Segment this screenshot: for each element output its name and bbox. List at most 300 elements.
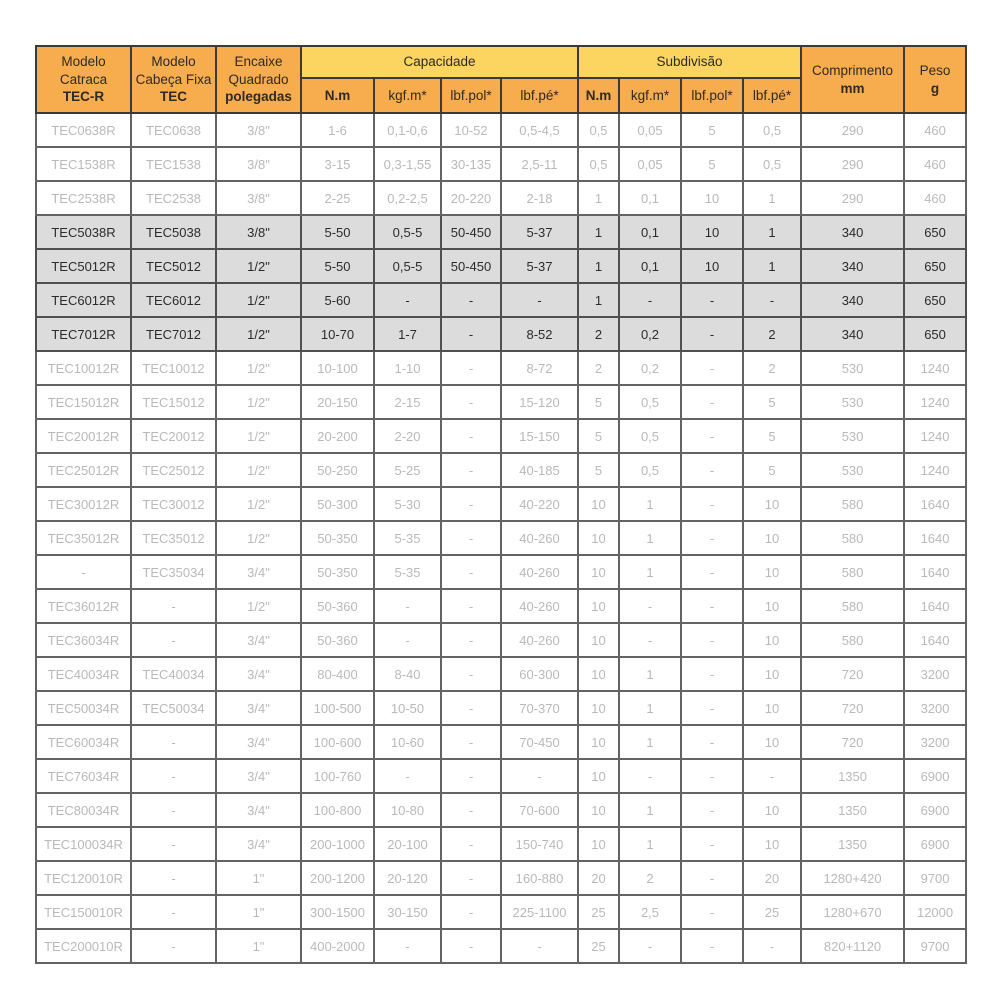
cell-comprimento: 290 — [801, 181, 904, 215]
cell-comprimento: 340 — [801, 215, 904, 249]
cell-capacidade-nm: 100-600 — [301, 725, 374, 759]
header-sub-kgfm: kgf.m* — [619, 78, 681, 113]
cell-capacidade-kgfm: 5-30 — [374, 487, 441, 521]
cell-capacidade-lbfpol: - — [441, 487, 501, 521]
cell-subdivisao-lbfpol: - — [681, 555, 743, 589]
cell-encaixe: 3/8" — [216, 181, 301, 215]
cell-capacidade-lbfpe: 70-450 — [501, 725, 578, 759]
cell-encaixe: 3/4" — [216, 725, 301, 759]
cell-subdivisao-lbfpol: 10 — [681, 181, 743, 215]
cell-capacidade-kgfm: 0,2-2,5 — [374, 181, 441, 215]
cell-subdivisao-nm: 10 — [578, 759, 619, 793]
table-row — [36, 453, 966, 487]
cell-subdivisao-lbfpe: 2 — [743, 317, 801, 351]
cell-capacidade-nm: 1-6 — [301, 113, 374, 147]
cell-subdivisao-kgfm: 2 — [619, 861, 681, 895]
cell-capacidade-nm: 200-1200 — [301, 861, 374, 895]
cell-modelo-catraca: TEC40034R — [36, 657, 131, 691]
cell-capacidade-lbfpol: - — [441, 453, 501, 487]
cell-capacidade-nm: 50-350 — [301, 521, 374, 555]
cell-capacidade-lbfpe: 8-72 — [501, 351, 578, 385]
cell-encaixe: 3/4" — [216, 691, 301, 725]
cell-encaixe: 1/2" — [216, 249, 301, 283]
table-row — [36, 351, 966, 385]
cell-subdivisao-lbfpol: 10 — [681, 215, 743, 249]
cell-encaixe: 1/2" — [216, 589, 301, 623]
cell-subdivisao-kgfm: 0,2 — [619, 351, 681, 385]
cell-comprimento: 290 — [801, 113, 904, 147]
cell-subdivisao-kgfm: 0,1 — [619, 181, 681, 215]
cell-modelo-catraca: TEC76034R — [36, 759, 131, 793]
cell-capacidade-nm: 100-760 — [301, 759, 374, 793]
cell-capacidade-nm: 300-1500 — [301, 895, 374, 929]
cell-subdivisao-lbfpol: - — [681, 861, 743, 895]
table-row — [36, 555, 966, 589]
cell-encaixe: 1/2" — [216, 453, 301, 487]
cell-subdivisao-lbfpe: 1 — [743, 181, 801, 215]
header-cap-lbfpe: lbf.pé* — [501, 78, 578, 113]
table-row — [36, 249, 966, 283]
table-row — [36, 623, 966, 657]
cell-peso: 650 — [904, 317, 966, 351]
cell-capacidade-lbfpe: 2-18 — [501, 181, 578, 215]
cell-capacidade-kgfm: 20-100 — [374, 827, 441, 861]
cell-encaixe: 3/8" — [216, 147, 301, 181]
cell-subdivisao-kgfm: 1 — [619, 521, 681, 555]
cell-comprimento: 530 — [801, 351, 904, 385]
cell-capacidade-lbfpol: 50-450 — [441, 249, 501, 283]
cell-capacidade-kgfm: 5-35 — [374, 521, 441, 555]
cell-capacidade-lbfpol: - — [441, 385, 501, 419]
cell-capacidade-kgfm: - — [374, 589, 441, 623]
cell-capacidade-nm: 10-100 — [301, 351, 374, 385]
cell-subdivisao-nm: 0,5 — [578, 147, 619, 181]
cell-modelo-catraca: TEC0638R — [36, 113, 131, 147]
cell-encaixe: 1/2" — [216, 385, 301, 419]
cell-modelo-cabeca-fixa: TEC50034 — [131, 691, 216, 725]
cell-modelo-cabeca-fixa: TEC10012 — [131, 351, 216, 385]
cell-capacidade-lbfpol: - — [441, 895, 501, 929]
cell-subdivisao-nm: 1 — [578, 215, 619, 249]
table-row — [36, 419, 966, 453]
header-text: Modelo — [151, 53, 196, 69]
table-row — [36, 827, 966, 861]
cell-encaixe: 3/4" — [216, 623, 301, 657]
cell-subdivisao-nm: 1 — [578, 181, 619, 215]
cell-capacidade-lbfpe: - — [501, 759, 578, 793]
table-row — [36, 385, 966, 419]
table-row — [36, 793, 966, 827]
cell-capacidade-nm: 50-300 — [301, 487, 374, 521]
cell-modelo-catraca: TEC1538R — [36, 147, 131, 181]
cell-comprimento: 580 — [801, 521, 904, 555]
cell-capacidade-lbfpol: - — [441, 623, 501, 657]
cell-encaixe: 1/2" — [216, 317, 301, 351]
cell-modelo-catraca: TEC80034R — [36, 793, 131, 827]
cell-subdivisao-kgfm: 1 — [619, 793, 681, 827]
cell-subdivisao-nm: 1 — [578, 249, 619, 283]
cell-modelo-catraca: TEC25012R — [36, 453, 131, 487]
cell-capacidade-nm: 50-360 — [301, 623, 374, 657]
cell-peso: 6900 — [904, 793, 966, 827]
cell-modelo-catraca: TEC100034R — [36, 827, 131, 861]
cell-peso: 650 — [904, 215, 966, 249]
header-capacidade-group: Capacidade — [301, 46, 578, 78]
cell-subdivisao-nm: 10 — [578, 793, 619, 827]
cell-subdivisao-lbfpol: 5 — [681, 147, 743, 181]
cell-capacidade-lbfpe: - — [501, 929, 578, 963]
cell-capacidade-nm: 100-500 — [301, 691, 374, 725]
cell-peso: 1640 — [904, 555, 966, 589]
cell-modelo-cabeca-fixa: TEC35012 — [131, 521, 216, 555]
cell-subdivisao-kgfm: 0,5 — [619, 453, 681, 487]
cell-subdivisao-lbfpe: 10 — [743, 555, 801, 589]
cell-modelo-cabeca-fixa: - — [131, 725, 216, 759]
cell-capacidade-nm: 50-250 — [301, 453, 374, 487]
cell-subdivisao-nm: 10 — [578, 521, 619, 555]
cell-subdivisao-kgfm: 0,05 — [619, 147, 681, 181]
cell-subdivisao-lbfpe: 10 — [743, 691, 801, 725]
cell-capacidade-lbfpol: 10-52 — [441, 113, 501, 147]
cell-subdivisao-lbfpol: - — [681, 385, 743, 419]
cell-subdivisao-lbfpe: 0,5 — [743, 113, 801, 147]
cell-capacidade-lbfpe: 60-300 — [501, 657, 578, 691]
cell-subdivisao-lbfpol: - — [681, 895, 743, 929]
cell-modelo-cabeca-fixa: TEC6012 — [131, 283, 216, 317]
cell-subdivisao-lbfpol: - — [681, 929, 743, 963]
cell-capacidade-lbfpe: 5-37 — [501, 215, 578, 249]
cell-peso: 1640 — [904, 487, 966, 521]
cell-capacidade-nm: 100-800 — [301, 793, 374, 827]
header-text-bold: polegadas — [225, 89, 292, 105]
cell-subdivisao-lbfpe: - — [743, 929, 801, 963]
cell-subdivisao-lbfpe: - — [743, 759, 801, 793]
cell-peso: 3200 — [904, 691, 966, 725]
cell-peso: 1640 — [904, 521, 966, 555]
cell-capacidade-lbfpe: 40-260 — [501, 521, 578, 555]
cell-capacidade-nm: 5-50 — [301, 249, 374, 283]
cell-capacidade-lbfpe: - — [501, 283, 578, 317]
table-row — [36, 113, 966, 147]
cell-modelo-catraca: TEC6012R — [36, 283, 131, 317]
cell-capacidade-kgfm: - — [374, 283, 441, 317]
table-row — [36, 895, 966, 929]
cell-capacidade-kgfm: 20-120 — [374, 861, 441, 895]
cell-capacidade-lbfpol: 20-220 — [441, 181, 501, 215]
cell-comprimento: 580 — [801, 589, 904, 623]
cell-subdivisao-lbfpe: 5 — [743, 419, 801, 453]
cell-subdivisao-nm: 10 — [578, 827, 619, 861]
cell-subdivisao-kgfm: - — [619, 589, 681, 623]
cell-subdivisao-lbfpol: - — [681, 487, 743, 521]
cell-capacidade-kgfm: 2-20 — [374, 419, 441, 453]
cell-capacidade-lbfpe: 2,5-11 — [501, 147, 578, 181]
cell-capacidade-kgfm: 0,5-5 — [374, 249, 441, 283]
cell-capacidade-lbfpe: 40-260 — [501, 623, 578, 657]
cell-subdivisao-lbfpe: 10 — [743, 521, 801, 555]
cell-capacidade-kgfm: 1-7 — [374, 317, 441, 351]
cell-subdivisao-lbfpe: 10 — [743, 827, 801, 861]
header-text: Encaixe — [234, 53, 283, 69]
cell-subdivisao-lbfpol: - — [681, 623, 743, 657]
cell-subdivisao-nm: 1 — [578, 283, 619, 317]
cell-subdivisao-lbfpe: 25 — [743, 895, 801, 929]
cell-encaixe: 1/2" — [216, 351, 301, 385]
cell-capacidade-lbfpe: 160-880 — [501, 861, 578, 895]
cell-encaixe: 3/4" — [216, 657, 301, 691]
cell-capacidade-lbfpol: - — [441, 861, 501, 895]
cell-capacidade-lbfpol: - — [441, 759, 501, 793]
cell-capacidade-lbfpol: - — [441, 283, 501, 317]
cell-subdivisao-lbfpol: 10 — [681, 249, 743, 283]
cell-capacidade-kgfm: 0,5-5 — [374, 215, 441, 249]
cell-subdivisao-kgfm: - — [619, 759, 681, 793]
cell-capacidade-lbfpol: - — [441, 351, 501, 385]
table-row — [36, 317, 966, 351]
cell-capacidade-nm: 50-350 — [301, 555, 374, 589]
cell-modelo-cabeca-fixa: TEC2538 — [131, 181, 216, 215]
cell-comprimento: 530 — [801, 385, 904, 419]
cell-peso: 6900 — [904, 759, 966, 793]
header-modelo-catraca — [36, 46, 131, 113]
cell-subdivisao-kgfm: 1 — [619, 657, 681, 691]
cell-subdivisao-lbfpe: 5 — [743, 385, 801, 419]
cell-subdivisao-nm: 10 — [578, 487, 619, 521]
header-text-bold: mm — [840, 80, 865, 96]
table-row — [36, 215, 966, 249]
cell-capacidade-nm: 50-360 — [301, 589, 374, 623]
cell-subdivisao-kgfm: - — [619, 623, 681, 657]
cell-modelo-catraca: TEC15012R — [36, 385, 131, 419]
cell-subdivisao-lbfpe: - — [743, 283, 801, 317]
cell-capacidade-kgfm: 10-80 — [374, 793, 441, 827]
cell-modelo-cabeca-fixa: - — [131, 623, 216, 657]
cell-comprimento: 290 — [801, 147, 904, 181]
cell-capacidade-lbfpe: 40-220 — [501, 487, 578, 521]
cell-capacidade-kgfm: 5-25 — [374, 453, 441, 487]
cell-capacidade-lbfpe: 150-740 — [501, 827, 578, 861]
cell-capacidade-lbfpol: - — [441, 521, 501, 555]
cell-capacidade-kgfm: - — [374, 759, 441, 793]
cell-subdivisao-lbfpe: 0,5 — [743, 147, 801, 181]
cell-capacidade-kgfm: - — [374, 623, 441, 657]
cell-comprimento: 1280+420 — [801, 861, 904, 895]
table-row — [36, 589, 966, 623]
cell-subdivisao-kgfm: 1 — [619, 555, 681, 589]
cell-modelo-catraca: TEC36034R — [36, 623, 131, 657]
cell-subdivisao-nm: 25 — [578, 895, 619, 929]
cell-capacidade-nm: 80-400 — [301, 657, 374, 691]
cell-subdivisao-lbfpe: 10 — [743, 589, 801, 623]
cell-capacidade-lbfpol: - — [441, 419, 501, 453]
cell-capacidade-lbfpe: 15-150 — [501, 419, 578, 453]
cell-modelo-catraca: TEC120010R — [36, 861, 131, 895]
cell-subdivisao-kgfm: 1 — [619, 691, 681, 725]
cell-capacidade-lbfpe: 15-120 — [501, 385, 578, 419]
cell-encaixe: 3/4" — [216, 759, 301, 793]
header-text-bold: TEC-R — [62, 89, 105, 105]
cell-capacidade-kgfm: 10-60 — [374, 725, 441, 759]
cell-capacidade-nm: 200-1000 — [301, 827, 374, 861]
cell-peso: 460 — [904, 147, 966, 181]
cell-encaixe: 1/2" — [216, 419, 301, 453]
table-row — [36, 283, 966, 317]
cell-subdivisao-lbfpol: - — [681, 827, 743, 861]
cell-comprimento: 720 — [801, 725, 904, 759]
cell-peso: 1240 — [904, 351, 966, 385]
cell-peso: 460 — [904, 181, 966, 215]
cell-capacidade-kgfm: 10-50 — [374, 691, 441, 725]
header-sub-lbfpol: lbf.pol* — [681, 78, 743, 113]
cell-capacidade-kgfm: 0,3-1,55 — [374, 147, 441, 181]
cell-modelo-cabeca-fixa: TEC5012 — [131, 249, 216, 283]
header-text: Quadrado — [228, 71, 289, 87]
cell-subdivisao-lbfpol: - — [681, 793, 743, 827]
cell-modelo-catraca: TEC10012R — [36, 351, 131, 385]
cell-encaixe: 3/4" — [216, 555, 301, 589]
cell-capacidade-lbfpe: 5-37 — [501, 249, 578, 283]
cell-encaixe: 3/4" — [216, 793, 301, 827]
cell-subdivisao-lbfpol: - — [681, 419, 743, 453]
table-row — [36, 147, 966, 181]
cell-subdivisao-kgfm: 0,1 — [619, 249, 681, 283]
cell-modelo-catraca: TEC35012R — [36, 521, 131, 555]
cell-subdivisao-lbfpe: 10 — [743, 793, 801, 827]
cell-peso: 650 — [904, 249, 966, 283]
header-cap-nm: N.m — [301, 78, 374, 113]
cell-subdivisao-lbfpol: - — [681, 453, 743, 487]
cell-comprimento: 1350 — [801, 793, 904, 827]
table-row — [36, 487, 966, 521]
cell-encaixe: 3/4" — [216, 827, 301, 861]
cell-subdivisao-kgfm: - — [619, 929, 681, 963]
header-text: Cabeça Fixa — [135, 71, 212, 87]
table-row — [36, 657, 966, 691]
header-modelo-cabeca-fixa — [131, 46, 216, 113]
cell-modelo-catraca: TEC36012R — [36, 589, 131, 623]
cell-comprimento: 820+1120 — [801, 929, 904, 963]
cell-subdivisao-nm: 0,5 — [578, 113, 619, 147]
cell-modelo-catraca: TEC60034R — [36, 725, 131, 759]
cell-peso: 1240 — [904, 385, 966, 419]
cell-subdivisao-lbfpol: - — [681, 589, 743, 623]
cell-comprimento: 580 — [801, 487, 904, 521]
cell-modelo-catraca: TEC20012R — [36, 419, 131, 453]
cell-modelo-catraca: TEC2538R — [36, 181, 131, 215]
table-row — [36, 691, 966, 725]
cell-peso: 9700 — [904, 861, 966, 895]
cell-modelo-catraca: TEC30012R — [36, 487, 131, 521]
header-cap-lbfpol: lbf.pol* — [441, 78, 501, 113]
cell-capacidade-nm: 2-25 — [301, 181, 374, 215]
cell-peso: 650 — [904, 283, 966, 317]
cell-subdivisao-lbfpe: 1 — [743, 249, 801, 283]
cell-modelo-catraca: TEC7012R — [36, 317, 131, 351]
cell-modelo-cabeca-fixa: TEC25012 — [131, 453, 216, 487]
cell-capacidade-kgfm: 1-10 — [374, 351, 441, 385]
cell-encaixe: 1/2" — [216, 283, 301, 317]
cell-subdivisao-kgfm: 1 — [619, 827, 681, 861]
cell-capacidade-nm: 20-200 — [301, 419, 374, 453]
cell-modelo-cabeca-fixa: - — [131, 929, 216, 963]
cell-capacidade-kgfm: 8-40 — [374, 657, 441, 691]
header-encaixe-quadrado — [216, 46, 301, 113]
cell-peso: 1640 — [904, 589, 966, 623]
cell-capacidade-lbfpe: 0,5-4,5 — [501, 113, 578, 147]
cell-subdivisao-nm: 20 — [578, 861, 619, 895]
cell-capacidade-lbfpe: 70-600 — [501, 793, 578, 827]
cell-capacidade-kgfm: 0,1-0,6 — [374, 113, 441, 147]
cell-subdivisao-kgfm: 0,05 — [619, 113, 681, 147]
header-text: Comprimento — [812, 62, 894, 78]
header-text-bold: TEC — [160, 89, 187, 105]
table-body — [36, 113, 966, 963]
header-text: Catraca — [59, 71, 108, 87]
cell-encaixe: 1" — [216, 895, 301, 929]
table-row — [36, 521, 966, 555]
header-subdivisao-group: Subdivisão — [578, 46, 801, 78]
cell-modelo-catraca: TEC200010R — [36, 929, 131, 963]
cell-modelo-cabeca-fixa: TEC7012 — [131, 317, 216, 351]
cell-subdivisao-lbfpe: 2 — [743, 351, 801, 385]
cell-modelo-catraca: TEC5012R — [36, 249, 131, 283]
cell-capacidade-nm: 5-60 — [301, 283, 374, 317]
cell-modelo-catraca: TEC5038R — [36, 215, 131, 249]
cell-capacidade-kgfm: - — [374, 929, 441, 963]
cell-capacidade-kgfm: 2-15 — [374, 385, 441, 419]
cell-subdivisao-lbfpol: - — [681, 725, 743, 759]
cell-capacidade-kgfm: 5-35 — [374, 555, 441, 589]
cell-subdivisao-nm: 2 — [578, 351, 619, 385]
cell-subdivisao-kgfm: 0,5 — [619, 385, 681, 419]
cell-subdivisao-nm: 5 — [578, 453, 619, 487]
cell-peso: 3200 — [904, 657, 966, 691]
cell-peso: 9700 — [904, 929, 966, 963]
cell-encaixe: 3/8" — [216, 215, 301, 249]
header-text: Peso — [919, 62, 951, 78]
cell-subdivisao-nm: 2 — [578, 317, 619, 351]
cell-capacidade-lbfpe: 40-260 — [501, 589, 578, 623]
cell-subdivisao-nm: 10 — [578, 657, 619, 691]
cell-encaixe: 1" — [216, 929, 301, 963]
cell-subdivisao-lbfpol: - — [681, 657, 743, 691]
cell-subdivisao-lbfpe: 10 — [743, 623, 801, 657]
cell-subdivisao-nm: 5 — [578, 419, 619, 453]
cell-comprimento: 720 — [801, 657, 904, 691]
cell-subdivisao-lbfpe: 5 — [743, 453, 801, 487]
cell-capacidade-lbfpol: - — [441, 929, 501, 963]
cell-modelo-cabeca-fixa: - — [131, 793, 216, 827]
cell-capacidade-nm: 20-150 — [301, 385, 374, 419]
cell-subdivisao-nm: 10 — [578, 589, 619, 623]
cell-subdivisao-lbfpe: 1 — [743, 215, 801, 249]
cell-subdivisao-kgfm: 1 — [619, 487, 681, 521]
table-row — [36, 861, 966, 895]
cell-modelo-cabeca-fixa: TEC15012 — [131, 385, 216, 419]
cell-modelo-cabeca-fixa: - — [131, 759, 216, 793]
cell-capacidade-lbfpol: - — [441, 725, 501, 759]
cell-subdivisao-lbfpe: 20 — [743, 861, 801, 895]
cell-capacidade-lbfpol: - — [441, 555, 501, 589]
cell-subdivisao-lbfpol: - — [681, 759, 743, 793]
cell-capacidade-lbfpe: 8-52 — [501, 317, 578, 351]
cell-capacidade-lbfpol: - — [441, 317, 501, 351]
cell-peso: 1240 — [904, 453, 966, 487]
cell-comprimento: 340 — [801, 317, 904, 351]
header-sub-nm: N.m — [578, 78, 619, 113]
cell-subdivisao-kgfm: - — [619, 283, 681, 317]
cell-capacidade-lbfpe: 40-260 — [501, 555, 578, 589]
